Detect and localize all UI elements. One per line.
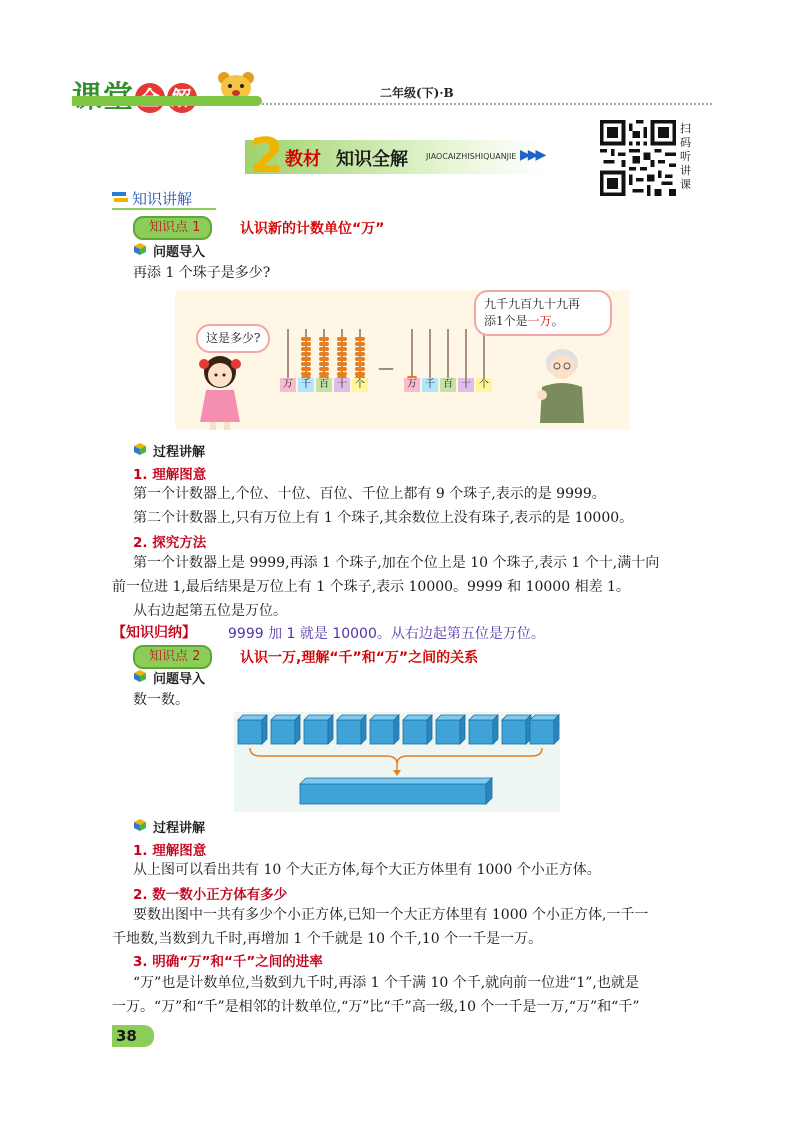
place-label: 百: [316, 378, 332, 392]
place-label: 千: [422, 378, 438, 392]
teacher-illustration: [530, 345, 592, 425]
grade-label: 二年级(下)·B: [380, 86, 454, 100]
knowledge-point-2-title: 认识一万,理解“千”和“万”之间的关系: [240, 650, 479, 666]
abacus-left-labels: [280, 378, 368, 392]
place-label: 个: [352, 378, 368, 392]
step-title: 1. 理解图意: [133, 467, 207, 483]
step-title: 1. 理解图意: [133, 843, 207, 859]
place-label: 十: [334, 378, 350, 392]
paragraph: 一万。“万”和“千”是相邻的计数单位,“万”比“千”高一级,10 个一千是一万,“万”和“千”: [112, 999, 640, 1015]
section-icon: [112, 190, 128, 206]
summary-text: 9999 加 1 就是 10000。从右边起第五位是万位。: [228, 626, 545, 642]
bubble-line-1: 九千九百九十九再: [484, 297, 581, 311]
qr-code-icon[interactable]: [600, 120, 676, 196]
page-number: 38: [112, 1025, 154, 1047]
paragraph: 千地数,当数到九千时,再增加 1 个千就是 10 个千,10 个一千是一万。: [112, 931, 543, 947]
scan-label: [680, 122, 692, 192]
scan-char: 听: [680, 150, 691, 163]
paragraph: 前一位进 1,最后结果是万位上有 1 个珠子,表示 10000。9999 和 10000 相差 1。: [112, 579, 630, 595]
banner-title-red: 教材: [285, 149, 321, 170]
banner-pinyin: JIAOCAIZHISHIQUANJIE: [426, 152, 517, 161]
place-label: 万: [280, 378, 296, 392]
process-heading: 过程讲解: [153, 821, 206, 836]
place-label: 万: [404, 378, 420, 392]
intro-heading: 问题导入: [153, 245, 206, 260]
paragraph: 要数出图中一共有多少个小正方体,已知一个大正方体里有 1000 个小正方体,一千一: [133, 907, 649, 923]
bubble-text-end: 。: [551, 314, 564, 328]
scan-char: 码: [680, 136, 691, 149]
bubble-text: 添1个是: [484, 314, 528, 328]
step-title: 2. 探究方法: [133, 535, 207, 551]
intro-question: 数一数。: [133, 692, 189, 708]
cubes-illustration: [234, 712, 560, 812]
paragraph: 第一个计数器上,个位、十位、百位、千位上都有 9 个珠子,表示的是 9999。: [133, 486, 606, 502]
knowledge-point-1-badge: 知识点 1: [133, 216, 212, 240]
paragraph: “万”也是计数单位,当数到九千时,再添 1 个千满 10 个千,就向前一位进“1”,也就是: [133, 975, 639, 991]
girl-illustration: [190, 350, 250, 432]
paragraph: 第一个计数器上是 9999,再添 1 个珠子,加在个位上是 10 个珠子,表示 1 个十,满十向: [133, 555, 660, 571]
step-title: 3. 明确“万”和“千”之间的进率: [133, 954, 323, 970]
step-title: 2. 数一数小正方体有多少: [133, 887, 288, 903]
intro-heading: 问题导入: [153, 672, 206, 687]
summary-label: 【知识归纳】: [112, 625, 196, 641]
cube-icon: [133, 669, 147, 683]
section-title: 知识讲解: [132, 190, 193, 208]
banner-arrows-icon: ▶▶▶: [520, 147, 544, 163]
scan-char: 讲: [680, 164, 691, 177]
knowledge-point-1-title: 认识新的计数单位“万”: [240, 221, 385, 237]
cube-icon: [133, 442, 147, 456]
place-label: 十: [458, 378, 474, 392]
paragraph: 从右边起第五位是万位。: [133, 603, 287, 619]
cube-icon: [133, 818, 147, 832]
girl-speech-bubble: 这是多少?: [196, 324, 270, 353]
knowledge-point-2-badge: 知识点 2: [133, 645, 212, 669]
process-heading: 过程讲解: [153, 445, 206, 460]
cube-icon: [133, 242, 147, 256]
intro-question: 再添 1 个珠子是多少?: [133, 265, 271, 281]
bubble-highlight: 一万: [527, 314, 552, 328]
bubble-line-2: [484, 313, 602, 330]
paragraph: 从上图可以看出共有 10 个大正方体,每个大正方体里有 1000 个小正方体。: [133, 862, 601, 878]
banner-number: 2: [250, 128, 284, 184]
scan-char: 扫: [680, 122, 691, 135]
book-logo: [72, 72, 198, 116]
banner-title: 知识全解: [336, 149, 408, 170]
abacus-dash: —: [378, 358, 394, 377]
header-bar: [72, 96, 262, 106]
scan-char: 课: [680, 178, 691, 191]
paragraph: 第二个计数器上,只有万位上有 1 个珠子,其余数位上没有珠子,表示的是 10000。: [133, 510, 634, 526]
place-label: 千: [298, 378, 314, 392]
section-underline: [112, 208, 216, 210]
abacus-right-labels: [404, 378, 492, 392]
teacher-speech-bubble: [474, 290, 612, 336]
header-divider: [262, 103, 712, 105]
place-label: 百: [440, 378, 456, 392]
place-label: 个: [476, 378, 492, 392]
